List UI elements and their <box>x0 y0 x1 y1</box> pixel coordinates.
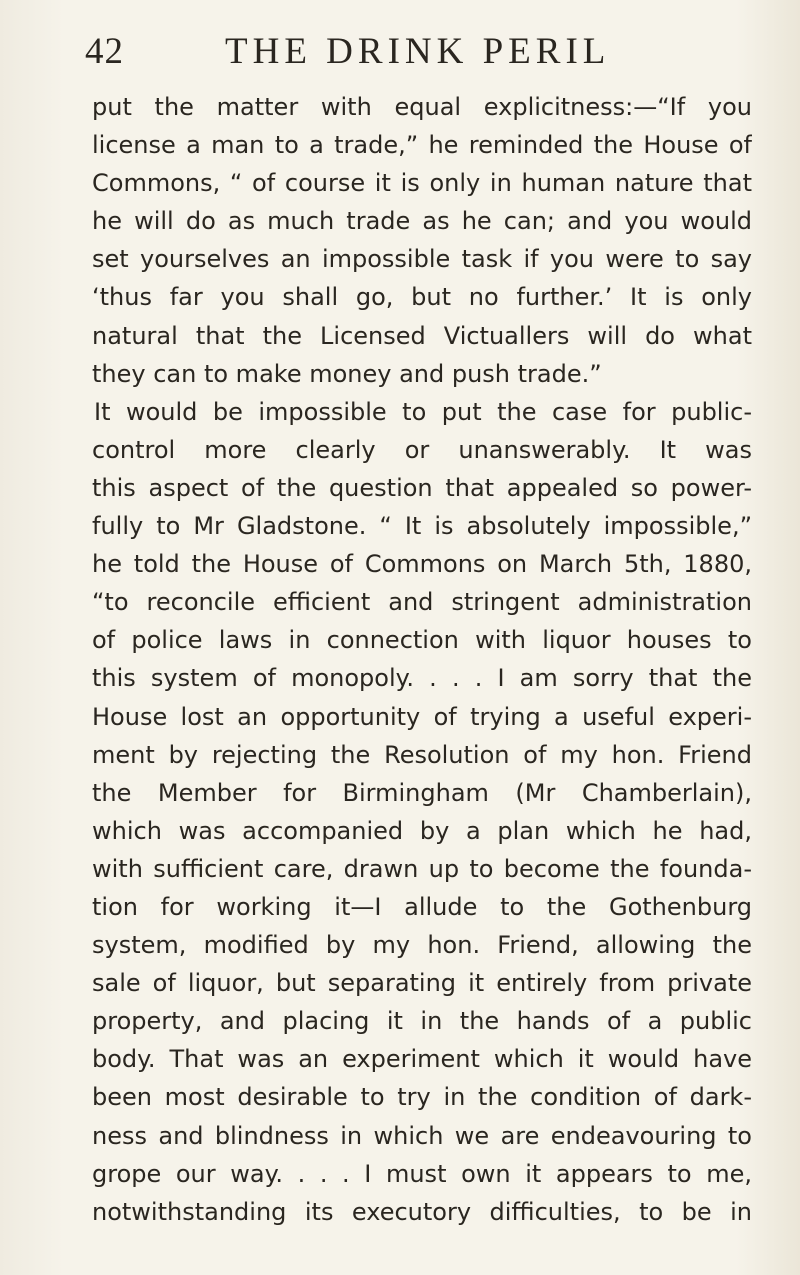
text-line: been most desirable to try in the condition of dark- <box>92 1083 752 1112</box>
text-line: this aspect of the question that appealed so power- <box>92 473 752 502</box>
text-line-paragraph-start: It would be impossible to put the case for public- <box>94 397 752 426</box>
text-line: body. That was an experiment which it would have <box>92 1045 752 1074</box>
text-line: he will do as much trade as he can; and you would <box>92 207 752 236</box>
text-line: Commons, “ of course it is only in human nature that <box>92 169 752 198</box>
text-line-paragraph-end: they can to make money and push trade.” <box>92 359 602 388</box>
text-line: the Member for Birmingham (Mr Chamberlain), <box>92 778 752 807</box>
text-line: ment by rejecting the Resolution of my hon. Friend <box>92 740 752 769</box>
text-line: license a man to a trade,” he reminded the House of <box>92 131 752 160</box>
text-line: this system of monopoly. . . . I am sorry that the <box>92 664 752 693</box>
text-line: set yourselves an impossible task if you were to say <box>92 245 752 274</box>
running-title: THE DRINK PERIL <box>225 31 611 72</box>
text-line: put the matter with equal explicitness:—“If you <box>92 93 752 121</box>
page-number: 42 <box>85 31 124 72</box>
text-line: grope our way. . . . I must own it appears to me, <box>92 1159 752 1188</box>
body-text <box>92 88 752 1231</box>
running-head <box>85 30 715 74</box>
text-line: notwithstanding its executory difficulties, to be in <box>92 1197 752 1226</box>
text-line: House lost an opportunity of trying a useful experi- <box>92 702 752 731</box>
text-line: sale of liquor, but separating it entirely from private <box>92 969 752 998</box>
text-line: “to reconcile efficient and stringent administration <box>92 588 752 617</box>
text-line: ‘thus far you shall go, but no further.’ It is only <box>92 283 752 312</box>
text-line: natural that the Licensed Victuallers will do what <box>92 321 752 350</box>
text-line: fully to Mr Gladstone. “ It is absolutely impossible,” <box>92 512 752 541</box>
text-line: with sufficient care, drawn up to become the founda- <box>92 854 752 883</box>
text-line: ness and blindness in which we are endeavouring to <box>92 1121 752 1150</box>
text-line: which was accompanied by a plan which he had, <box>92 816 752 845</box>
text-line: system, modified by my hon. Friend, allowing the <box>92 931 752 960</box>
text-line: of police laws in connection with liquor houses to <box>92 626 752 655</box>
text-line: tion for working it—I allude to the Gothenburg <box>92 892 752 921</box>
text-line: control more clearly or unanswerably. It was <box>92 435 752 464</box>
text-line: he told the House of Commons on March 5th, 1880, <box>92 550 752 579</box>
text-line: property, and placing it in the hands of a public <box>92 1007 752 1036</box>
